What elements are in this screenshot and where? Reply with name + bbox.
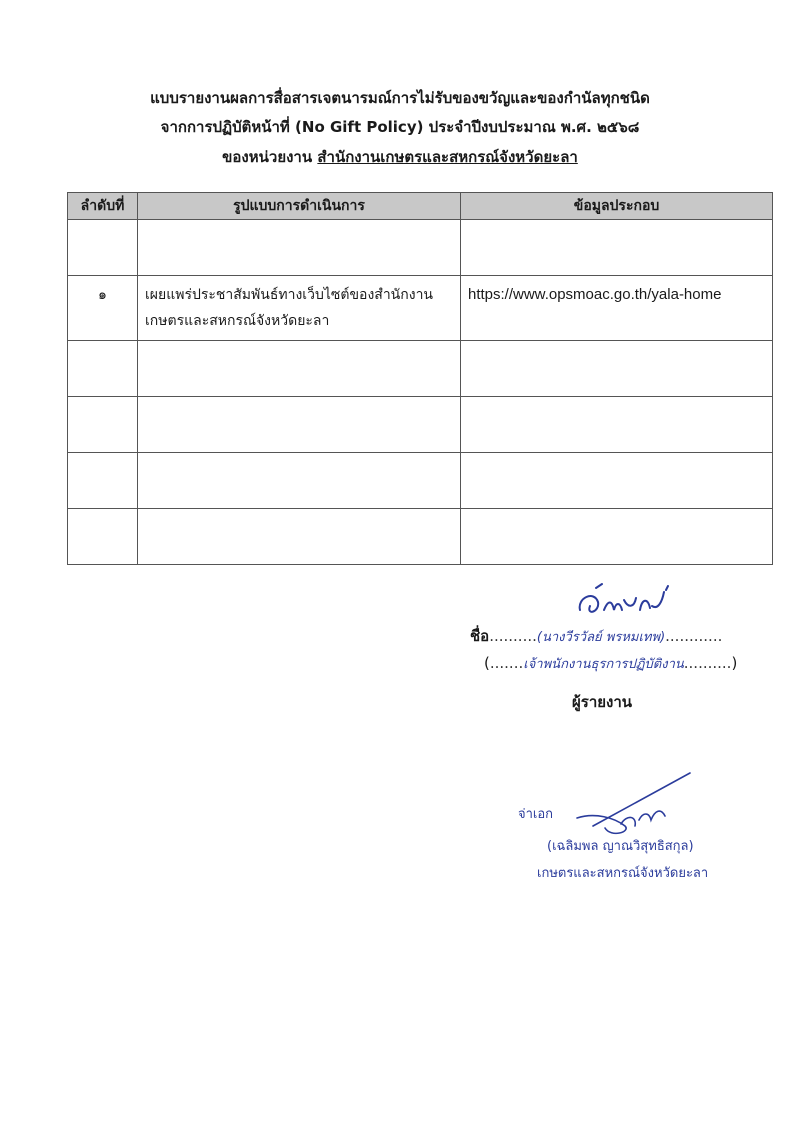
- table-row: [68, 341, 773, 397]
- position-dots-left: .......: [489, 654, 524, 672]
- column-header-number: ลำดับที่: [68, 193, 138, 220]
- reporter-position-line: [484, 653, 737, 674]
- reporter-role: ผู้รายงาน: [572, 693, 633, 711]
- name-label: ชื่อ: [470, 627, 490, 645]
- reporter-name: (นางวีรวัลย์ พรหมเทพ): [536, 630, 666, 645]
- report-table: [67, 192, 773, 565]
- row-number: ๑: [68, 276, 138, 341]
- column-header-method: รูปแบบการดำเนินการ: [138, 193, 461, 220]
- position-dots-right: ..........: [683, 654, 732, 672]
- reporter-signature: [572, 580, 692, 625]
- paren-close: ): [731, 654, 738, 672]
- approver-rank: จ่าเอก: [518, 807, 554, 822]
- reporter-position: เจ้าพนักงานธุรการปฏิบัติงาน: [523, 657, 684, 672]
- agency-prefix: ของหน่วยงาน: [222, 148, 313, 166]
- approver-name: (เฉลิมพล ญาณวิสุทธิสกุล): [547, 839, 694, 854]
- row-number: [68, 509, 138, 565]
- paren-open: (: [484, 654, 490, 672]
- row-method: เผยแพร่ประชาสัมพันธ์ทางเว็บไซต์ของสำนักงานเกษตรและสหกรณ์จังหวัดยะลา: [138, 276, 461, 341]
- row-method: [138, 341, 461, 397]
- row-info: [461, 341, 773, 397]
- approver-position: เกษตรและสหกรณ์จังหวัดยะลา: [537, 866, 709, 881]
- row-number: [68, 397, 138, 453]
- row-number: [68, 220, 138, 276]
- row-method: [138, 397, 461, 453]
- agency-name: สำนักงานเกษตรและสหกรณ์จังหวัดยะลา: [317, 148, 578, 166]
- report-title-line2: จากการปฏิบัติหน้าที่ (No Gift Policy) ประจำปีงบประมาณ พ.ศ. ๒๕๖๘: [160, 118, 640, 136]
- table-row: [68, 276, 773, 341]
- report-title-line1: แบบรายงานผลการสื่อสารเจตนารมณ์การไม่รับของขวัญและของกำนัลทุกชนิด: [150, 89, 650, 107]
- report-title-line3: [0, 145, 800, 169]
- row-number: [68, 341, 138, 397]
- table-row: [68, 453, 773, 509]
- table-row: [68, 509, 773, 565]
- name-dots-right: ............: [665, 627, 723, 645]
- row-info: https://www.opsmoac.go.th/yala-home: [461, 276, 773, 341]
- row-method: [138, 453, 461, 509]
- name-dots-left: ..........: [489, 627, 537, 645]
- row-info: [461, 220, 773, 276]
- table-header-row: [68, 193, 773, 220]
- row-info: [461, 397, 773, 453]
- row-number: [68, 453, 138, 509]
- row-info: [461, 453, 773, 509]
- table-row: [68, 220, 773, 276]
- row-method: [138, 509, 461, 565]
- column-header-info: ข้อมูลประกอบ: [461, 193, 773, 220]
- reporter-name-line: [470, 624, 722, 648]
- table-row: [68, 397, 773, 453]
- row-info: [461, 509, 773, 565]
- row-method: [138, 220, 461, 276]
